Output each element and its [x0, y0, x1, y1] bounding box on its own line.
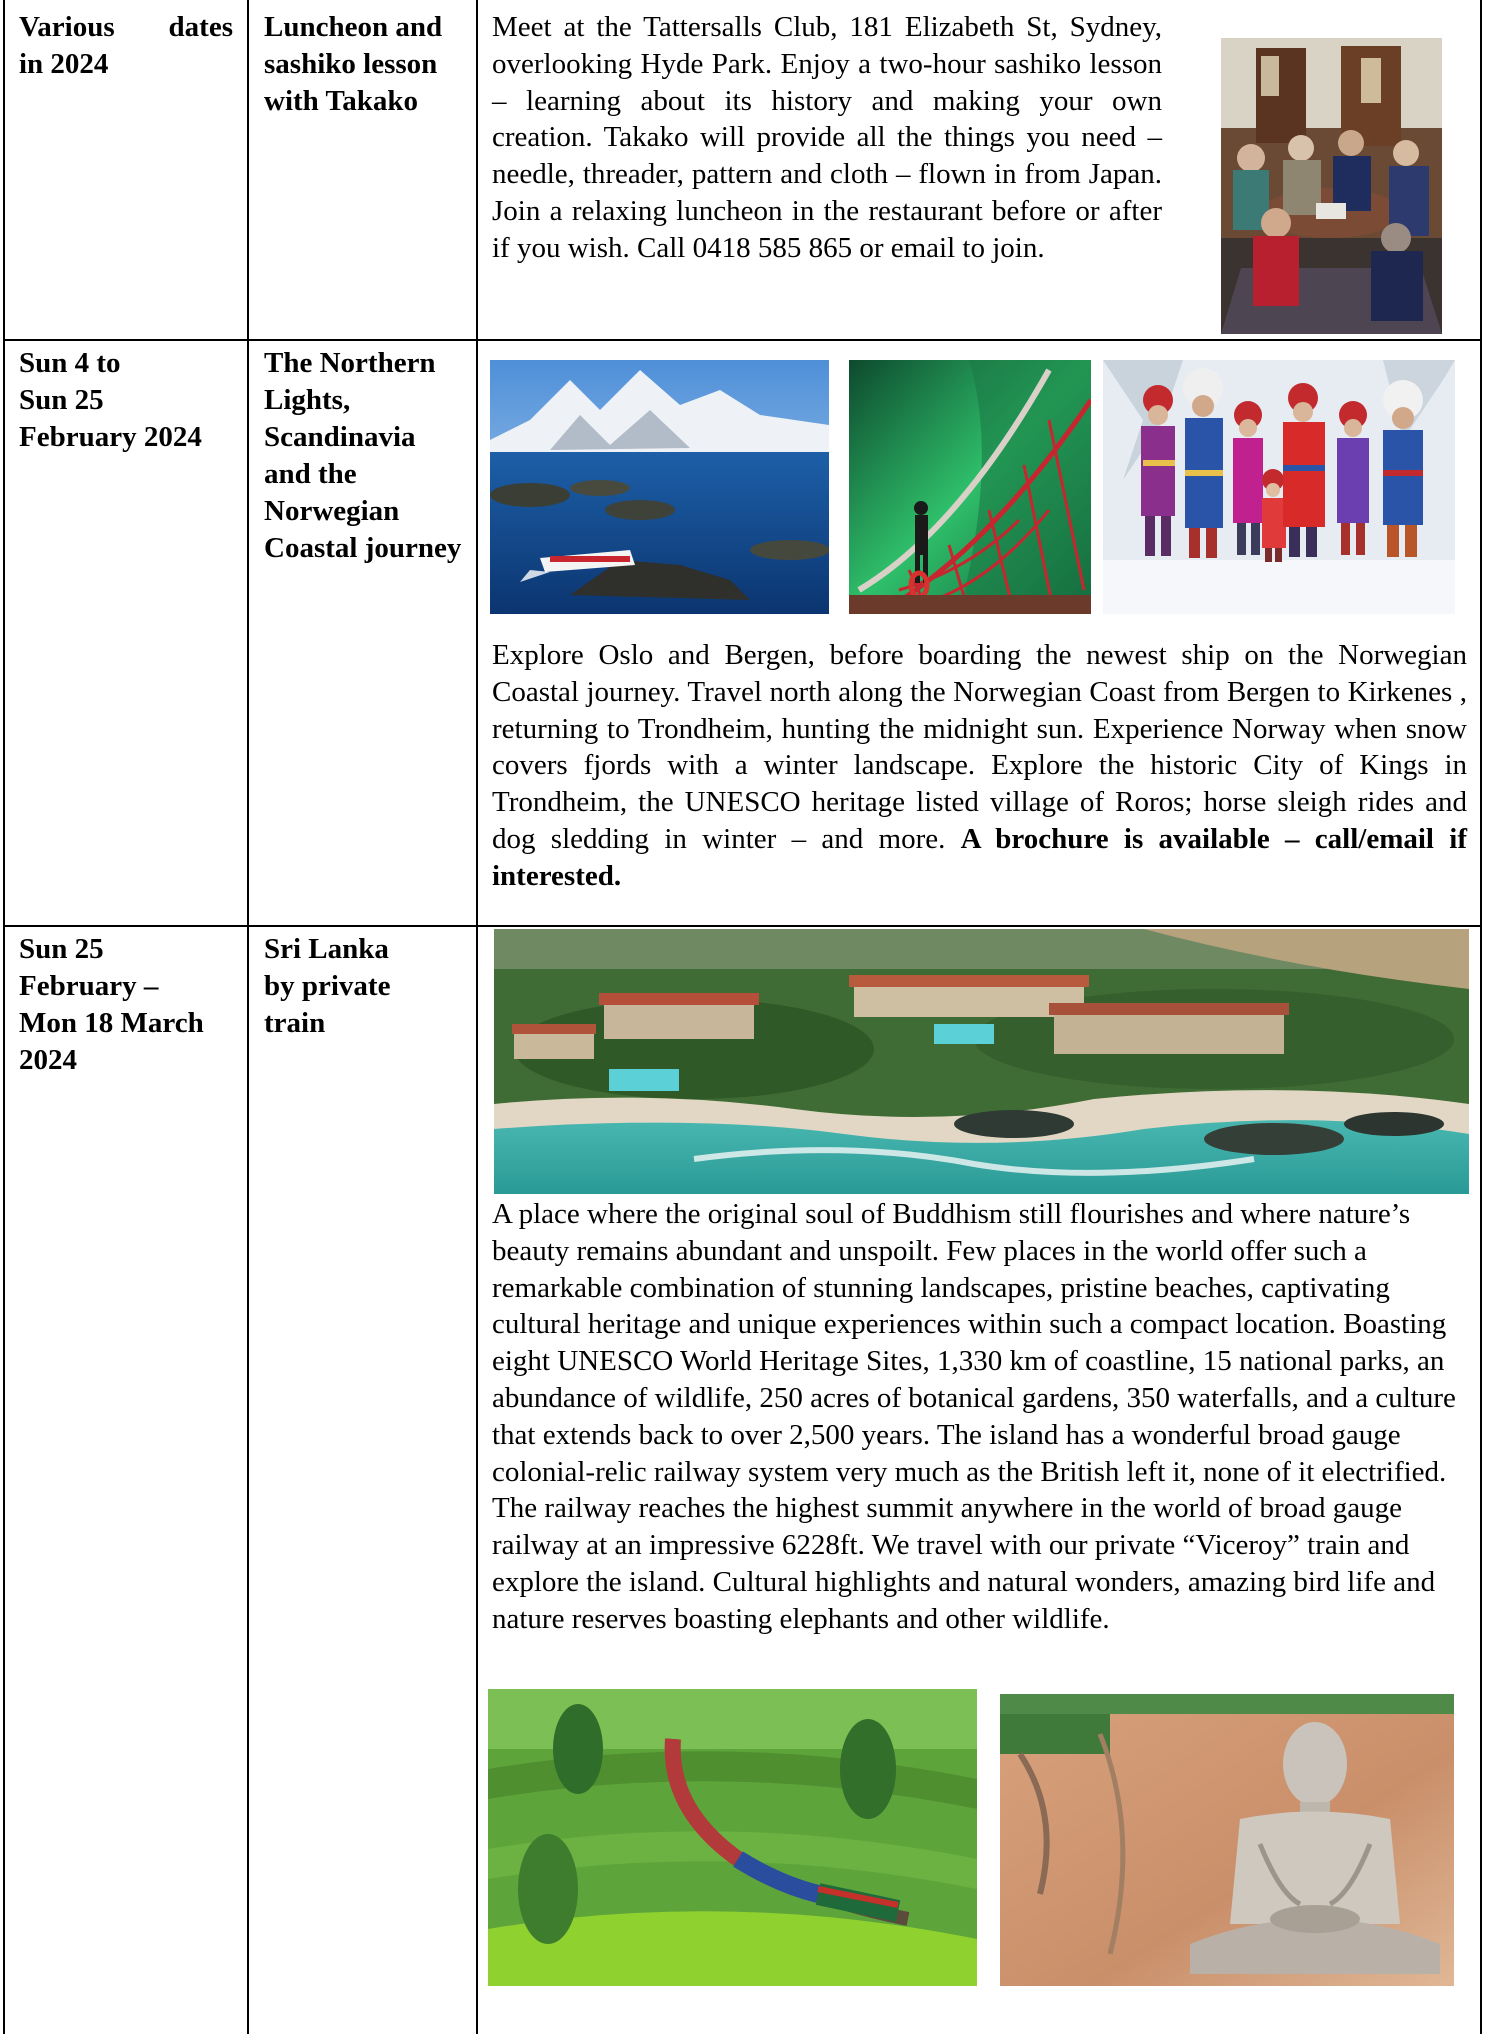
row-divider-2: [3, 925, 1482, 927]
row-3-date-line-1: Sun 25: [19, 933, 104, 965]
sashiko-class-photo: [1221, 38, 1442, 334]
row-2-title: The Northern Lights, Scandinavia and the Norwegian Coastal journey: [264, 347, 462, 564]
row-1-date: [19, 9, 233, 83]
row-2-description-text: Explore Oslo and Bergen, before boarding the newest ship on the Norwegian Coastal journey. Travel north along the Norwegian Coast from Bergen to Kirkenes , returning to Trondheim, hunting the midnight sun. Experience Norway when snow covers fjords with a winter landscape. Explore the historic City of Kings in Trondheim, the UNESCO heritage listed village of Roros; horse sleigh rides and dog sledding in winter – and more.: [492, 639, 1467, 855]
row-2-date-line-2: Sun 25: [19, 384, 104, 416]
sami-family-photo: [1103, 360, 1455, 614]
column-divider-1: [247, 0, 249, 2034]
fjord-ship-photo: [490, 360, 829, 614]
row-3-date-line-2: February –: [19, 970, 159, 1002]
table-border-right: [1480, 0, 1482, 2034]
row-2-date-line-3: February 2024: [19, 421, 202, 453]
row-1-date-line-1: Various dates: [19, 11, 233, 43]
row-3-date: [19, 931, 233, 1079]
row-divider-1: [3, 339, 1482, 341]
row-2-date-line-1: Sun 4 to: [19, 347, 121, 379]
row-2-description: [492, 637, 1467, 895]
table-border-left: [3, 0, 5, 2034]
row-3-date-line-4: 2024: [19, 1044, 77, 1076]
northern-lights-deck-photo: [849, 360, 1091, 614]
row-2-date: [19, 345, 233, 456]
row-3-title: Sri Lanka by private train: [264, 933, 391, 1039]
row-1-description: Meet at the Tattersalls Club, 181 Elizabeth St, Sydney, overlooking Hyde Park. Enjoy a two-hour sashiko lesson – learning about its history and making your own creation. Takako will provide all the things you need – needle, threader, pattern and cloth – flown in from Japan. Join a relaxing luncheon in the restaurant before or after if you wish. Call 0418 585 865 or email to join.: [492, 11, 1162, 264]
row-1-title: Luncheon and sashiko lesson with Takako: [264, 11, 443, 117]
row-3-description: A place where the original soul of Buddhism still flourishes and where nature’s beauty remains abundant and unspoilt. Few places in the world offer such a remarkable combination of stunning landscapes, pristine beaches, captivating cultural heritage and unique experiences within such a compact location. Boasting eight UNESCO World Heritage Sites, 1,330 km of coastline, 15 national parks, an abundance of wildlife, 250 acres of botanical gardens, 350 waterfalls, and a culture that extends back to over 2,500 years. The island has a wonderful broad gauge colonial-relic railway system very much as the British left it, none of it electrified. The railway reaches the highest summit anywhere in the world of broad gauge railway at an impressive 6228ft. We travel with our private “Viceroy” train and explore the island. Cultural highlights and natural wonders, amazing bird life and nature reserves boasting elephants and other wildlife.: [492, 1198, 1456, 1635]
row-3-date-line-3: Mon 18 March: [19, 1007, 204, 1039]
coastal-hotel-aerial-photo: [494, 929, 1469, 1194]
row-2-brochure-note: A brochure is available – call/email if interested.: [492, 822, 1467, 892]
buddha-statue-photo: [1000, 1694, 1454, 1986]
row-1-date-line-2: in 2024: [19, 48, 109, 80]
column-divider-2: [476, 0, 478, 2034]
tea-country-train-photo: [488, 1689, 977, 1986]
